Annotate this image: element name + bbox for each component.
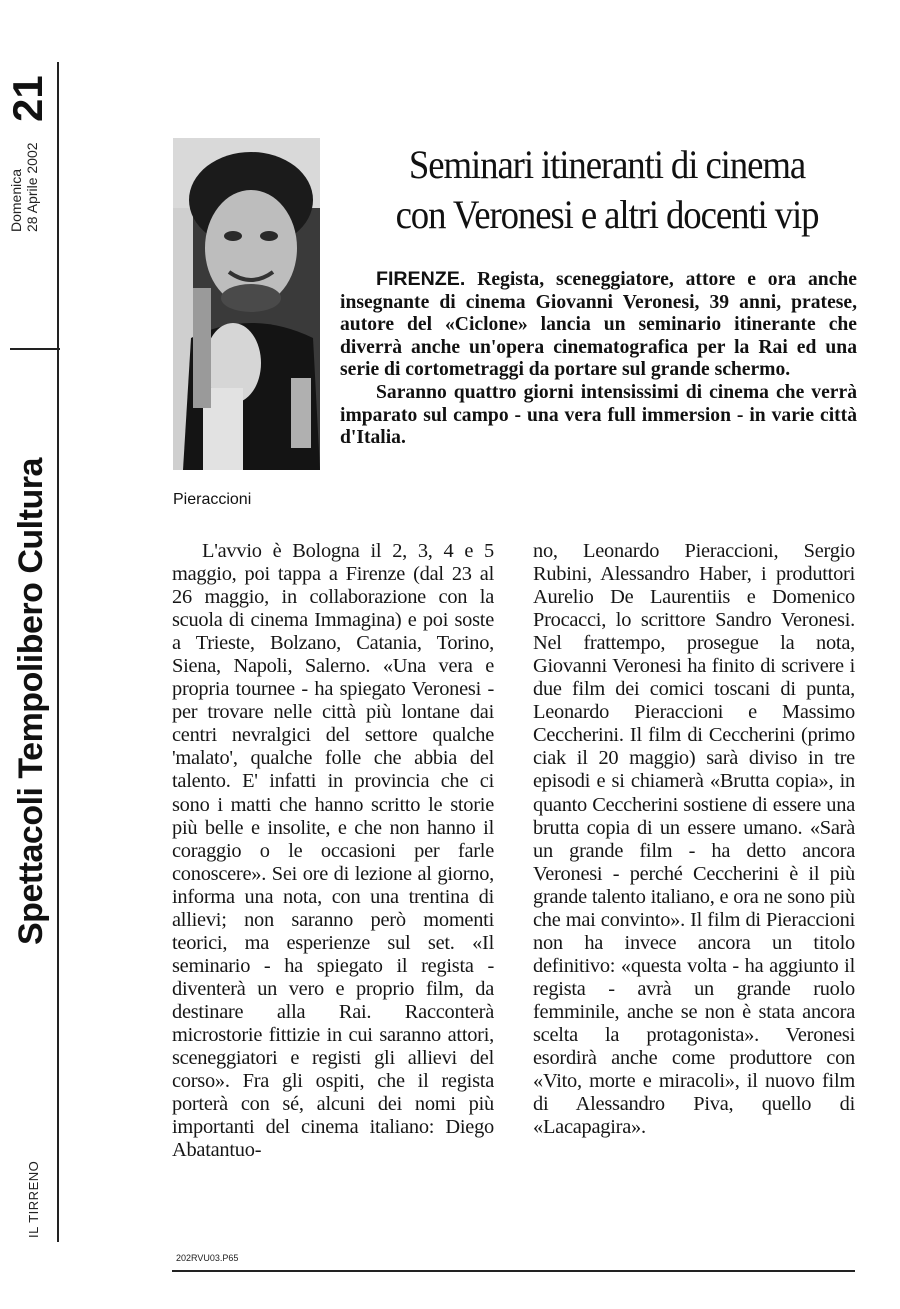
print-slug: 202RVU03.P65: [176, 1253, 239, 1263]
headline: [372, 140, 841, 240]
dateline: FIRENZE.: [376, 268, 466, 290]
issue-weekday: Domenica: [8, 168, 24, 232]
headline-line-2: con Veronesi e altri docenti vip: [395, 192, 819, 237]
lead-paragraph-1: [340, 268, 857, 382]
section-title: Spettacoli Tempolibero Cultura: [12, 458, 50, 945]
lead-paragraph-2: Saranno quattro giorni intensissimi di cinema che verrà imparato sul campo - una vera full immersion - in varie città d'Italia.: [340, 381, 857, 449]
portrait-photo: [173, 138, 320, 470]
photo-caption: Pieraccioni: [173, 491, 252, 508]
lead-paragraph-1-text: Regista, sceneggiatore, attore e ora anche insegnante di cinema Giovanni Veronesi, 39 anni, pratese, autore del «Ciclone» lancia un seminario itinerante che diverrà anche un'opera cinematografica per la Rai ed una serie di cortometraggi da portare sul grande schermo.: [340, 269, 857, 381]
newspaper-name: IL TIRRENO: [26, 1160, 41, 1238]
portrait-illustration: [173, 138, 320, 470]
body-column-right: [533, 540, 855, 1139]
issue-date: [8, 142, 40, 232]
issue-date-text: 28 Aprile 2002: [24, 142, 40, 232]
article-lead: [340, 268, 857, 450]
body-left-text: L'avvio è Bologna il 2, 3, 4 e 5 maggio, poi tappa a Firenze (dal 23 al 26 maggio, in collaborazione con la scuola di cinema Immagina) e poi soste a Trieste, Bolzano, Catania, Torino, Siena, Napoli, Salerno. «Una vera e propria tournee - ha spiegato Veronesi - per trovare nelle città più lontane dai centri nevralgici del settore qualche 'malato', qualche folle che abbia del talento. E' infatti in provincia che ci sono i matti che hanno scritto le storie più belle e insolite, e che non hanno il coraggio o le occasioni per farle conoscere». Sei ore di lezione al giorno, informa una nota, con una trentina di allievi; non saranno però momenti teorici, ma esperienze sul set. «Il seminario - ha spiegato il regista - diventerà un vero e proprio film, da destinare alla Rai. Racconterà microstorie fittizie in cui saranno attori, sceneggiatori e registi gli allievi del corso». Fra gli ospiti, che il regista porterà con sé, alcuni dei nomi più importanti del cinema italiano: Diego Abatantuo-: [172, 540, 494, 1162]
body-column-left: [172, 540, 494, 1162]
masthead-horizontal-rule: [10, 348, 60, 350]
body-right-text: no, Leonardo Pieraccioni, Sergio Rubini, Alessandro Haber, i produttori Aurelio De Laurentiis e Domenico Procacci, lo scrittore Sandro Veronesi. Nel frattempo, prosegue la nota, Giovanni Veronesi ha finito di scrivere i due film dei comici toscani di punta, Leonardo Pieraccioni e Massimo Ceccherini. Il film di Ceccherini (primo ciak il 20 maggio) sarà diviso in tre episodi e si chiamerà «Brutta copia», in quanto Ceccherini sostiene di essere una brutta copia di un essere umano. «Sarà un grande film - ha detto ancora Veronesi - perché Ceccherini è il più grande talento italiano, e ora ne sono più che mai convinto». Il film di Pieraccioni non ha invece ancora un titolo definitivo: «questa volta - ha aggiunto il regista - avrà un grande ruolo femminile, anche se non è stata ancora scelta la protagonista». Veronesi esordirà anche come produttore con «Vito, morte e miracoli», il nuovo film di Alessandro Piva, quello di «Lacapagira».: [533, 540, 855, 1139]
headline-line-1: Seminari itineranti di cinema: [408, 142, 806, 187]
masthead-vertical-rule: [57, 62, 59, 1242]
page-number: 21: [4, 75, 51, 122]
bottom-rule: [172, 1270, 855, 1272]
